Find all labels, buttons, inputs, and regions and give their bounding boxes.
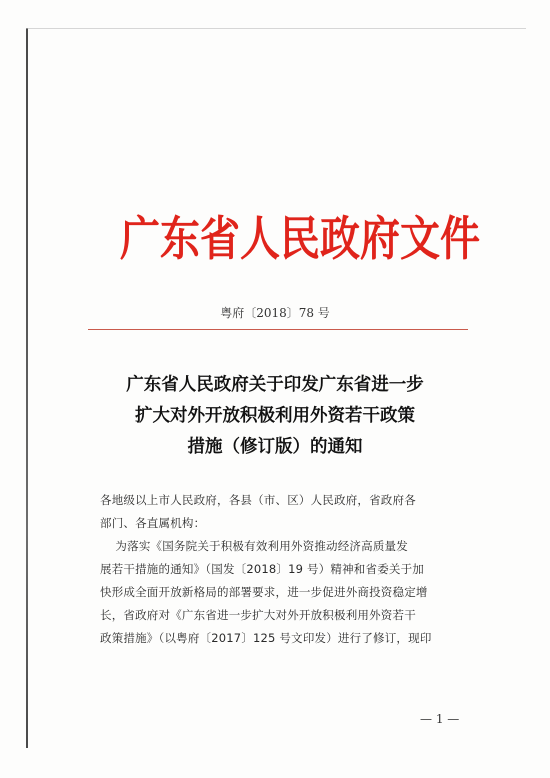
body-line: 快形成全面开放新格局的部署要求，进一步促进外商投资稳定增	[100, 585, 428, 599]
body-line: 为落实《国务院关于积极有效利用外资推动经济高质量发	[100, 539, 408, 553]
body-line: 长，省政府对《广东省进一步扩大对外开放积极利用外资若干	[100, 608, 416, 622]
notice-title	[0, 370, 550, 463]
body-text	[100, 489, 460, 650]
header-divider-line	[88, 329, 468, 330]
page-number: — 1 —	[420, 712, 460, 726]
document-header-title: 广东省人民政府文件	[120, 211, 480, 267]
notice-title-line-2: 扩大对外开放积极利用外资若干政策	[135, 406, 415, 426]
body-line: 部门、各直属机构：	[100, 516, 206, 530]
body-line: 展若干措施的通知》（国发〔2018〕19 号）精神和省委关于加	[100, 562, 425, 576]
notice-title-line-1: 广东省人民政府关于印发广东省进一步	[126, 375, 424, 395]
body-line: 各地级以上市人民政府，各县（市、区）人民政府，省政府各	[100, 493, 416, 507]
body-line: 政策措施》（以粤府〔2017〕125 号文印发）进行了修订，现印	[100, 631, 432, 645]
notice-title-line-3: 措施（修订版）的通知	[187, 437, 363, 457]
scan-top-edge	[26, 28, 526, 29]
document-number: 粤府〔2018〕78 号	[220, 306, 330, 320]
